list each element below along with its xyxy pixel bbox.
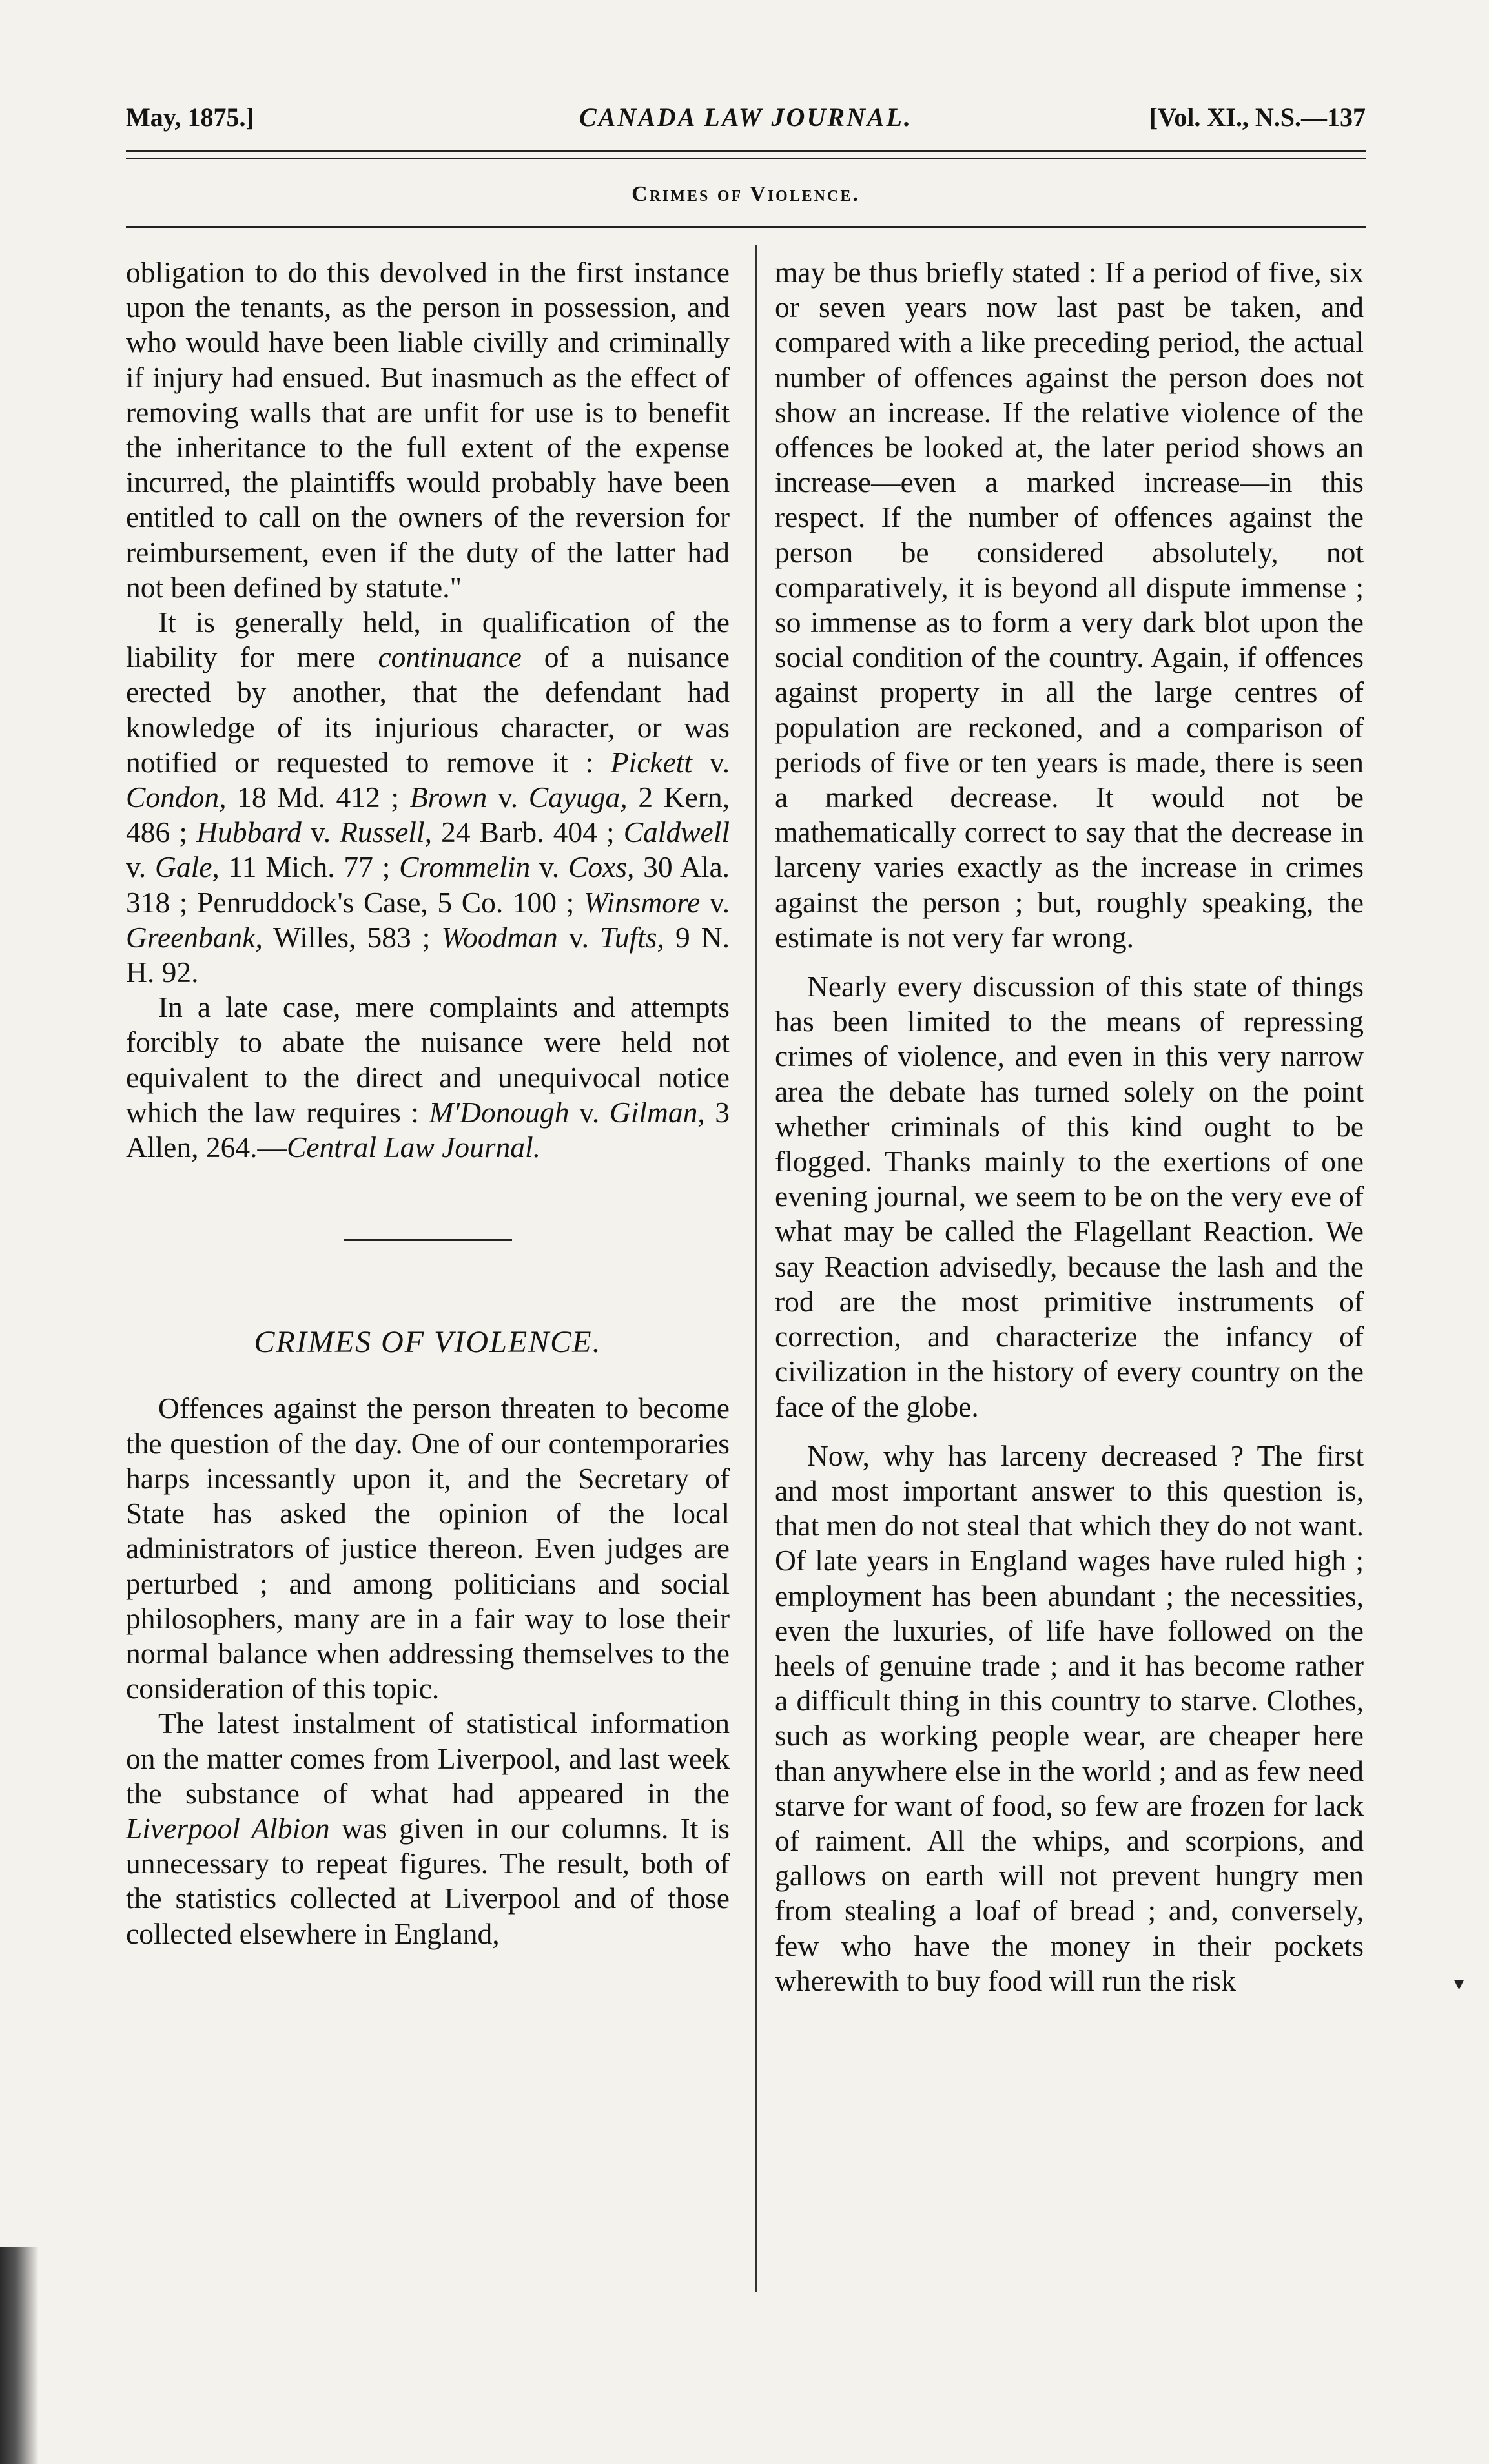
source-credit: Central Law Journal.	[286, 1131, 541, 1164]
right-column	[775, 255, 1364, 1998]
case-party: Brown	[409, 781, 488, 814]
case-party: Tufts,	[600, 920, 664, 954]
column-divider	[755, 245, 757, 2292]
page-edge-shadow	[0, 2247, 39, 2464]
case-party: Condon,	[126, 781, 227, 814]
case-reference: 2 Kern, 486 ;	[126, 781, 730, 849]
late-case-paragraph: In a late case, mere complaints and attempts forcibly to abate the nuisance were held not equivalent to the direct and unequivocal notice which the law requires : M'Donough v. Gilman, 3 Allen, 264.—Central Law Journal.	[126, 991, 730, 1164]
latest-instalment-paragraph: The latest instalment of statistical information on the matter comes from Liverpool, and last week the substance of what had appeared in the Liverpool Albion was given in our columns. It is unnecessary to repeat figures. The result, both of the statistics collected at Liverpool and of those collected elsewhere in England,	[126, 1707, 730, 1950]
case-party: Gilman,	[609, 1095, 705, 1129]
newspaper-name: Liverpool Albion	[126, 1811, 330, 1845]
case-reference: 9 N. H. 92.	[126, 920, 730, 989]
larceny-paragraph: Now, why has larceny decreased ? The first and most important answer to this question is, that men do not steal that which they do not want. Of late years in England wages have ruled high ; employment has been abundant ; the necessities, even the luxuries, of life have followed on the heels of genuine trade ; and it has become rather a difficult thing in this country to starve. Clothes, such as working people wear, are cheaper here than anywhere else in the world ; and as few need starve for want of food, so few are frozen for lack of raiment. All the whips, and scorpions, and gallows on earth will not prevent hungry men from stealing a loaf of bread ; and, conversely, few who have the money in their pockets wherewith to buy food will run the risk	[775, 1439, 1364, 1997]
case-reference: Willes, 583 ;	[273, 920, 431, 954]
article-separator	[344, 1239, 512, 1241]
continued-paragraph: obligation to do this devolved in the first instance upon the tenants, as the person in possession, and who would have been liable civilly and criminally if injury had ensued. But inasmuch as the effect of removing walls that are unfit for use is to benefit the inheritance to the full extent of the expense incurred, the plaintiffs would probably have been entitled to call on the owners of the reversion for reimbursement, even if the duty of the latter had not been defined by statute."	[126, 256, 730, 604]
left-column	[126, 255, 730, 1951]
case-party: Greenbank,	[126, 920, 263, 954]
case-reference: 24 Barb. 404 ;	[441, 816, 615, 849]
running-head	[126, 102, 1366, 141]
issue-date: May, 1875.]	[126, 103, 254, 132]
case-party: Crommelin	[399, 850, 531, 884]
volume-page: [Vol. XI., N.S.—137	[1149, 103, 1366, 132]
case-reference: 3 Allen, 264.—	[126, 1095, 730, 1164]
header-rule	[126, 226, 1366, 228]
case-party: Coxs,	[568, 850, 635, 884]
case-party: Woodman	[441, 920, 558, 954]
case-party: Winsmore	[583, 885, 701, 919]
result-paragraph: may be thus briefly stated : If a period of five, six or seven years now last past be taken, and compared with a like preceding period, the actual number of offences against the person does not show an increase. If the relative violence of the offences be looked at, the later period shows an increase—even a marked increase—in this respect. If the number of offences against the person be considered absolutely, not comparatively, it is beyond all dispute immense ; so immense as to form a very dark blot upon the social condition of the country. Again, if offences against property in all the large centres of population are reckoned, and a comparison of periods of five or ten years is made, there is seen a marked decrease. It would not be mathematically correct to say that the decrease in larceny varies exactly as the increase in crimes against the person ; but, roughly speaking, the estimate is not very far wrong.	[775, 256, 1364, 954]
offences-paragraph: Offences against the person threaten to become the question of the day. One of our contemporaries harps incessantly upon it, and the Secretary of State has asked the opinion of the local administrators of justice thereon. Even judges are perturbed ; and among politicians and social philosophers, many are in a fair way to lose their normal balance when addressing themselves to the consideration of this topic.	[126, 1391, 730, 1705]
case-party: Russell,	[340, 816, 432, 849]
article-title: CRIMES OF VIOLENCE.	[254, 1325, 602, 1360]
case-party: Caldwell	[623, 816, 730, 849]
case-reference: 30 Ala. 318 ; Penruddock's Case, 5 Co. 100 ;	[126, 850, 730, 919]
case-party: Cayuga,	[528, 781, 628, 814]
section-heading: Crimes of Violence.	[632, 182, 860, 206]
case-reference: 11 Mich. 77 ;	[228, 850, 391, 884]
liability-paragraph: It is generally held, in qualification of the liability for mere continuance of a nuisance erected by another, that the defendant had knowledge of its injurious character, or was notified or requested to remove it : Pickett v. Condon, 18 Md. 412 ; Brown v. Cayuga, 2 Kern, 486 ; Hubbard v. Russell, 24 Barb. 404 ; Caldwell v. Gale, 11 Mich. 77 ; Crommelin v. Coxs, 30 Ala. 318 ; Penruddock's Case, 5 Co. 100 ; Winsmore v. Greenbank, Willes, 583 ; Woodman v. Tufts, 9 N. H. 92.	[126, 606, 730, 989]
header-double-rule	[126, 150, 1366, 159]
case-party: M'Donough	[429, 1095, 570, 1129]
case-party: Gale,	[154, 850, 220, 884]
discussion-paragraph: Nearly every discussion of this state of things has been limited to the means of repressing crimes of violence, and even in this very narrow area the debate has turned solely on the point whether criminals of this kind ought to be flogged. Thanks mainly to the exertions of one evening journal, we seem to be on the very eve of what may be called the Flagellant Reaction. We say Reaction advisedly, because the lash and the rod are the most primitive instruments of correction, and characterize the infancy of civilization in the history of every country on the face of the globe.	[775, 970, 1364, 1423]
margin-mark: ▾	[1454, 1973, 1464, 1995]
journal-title: CANADA LAW JOURNAL.	[579, 103, 913, 132]
case-party: Hubbard	[196, 816, 302, 849]
case-reference: 18 Md. 412 ;	[237, 781, 399, 814]
case-party: Pickett	[610, 745, 693, 779]
